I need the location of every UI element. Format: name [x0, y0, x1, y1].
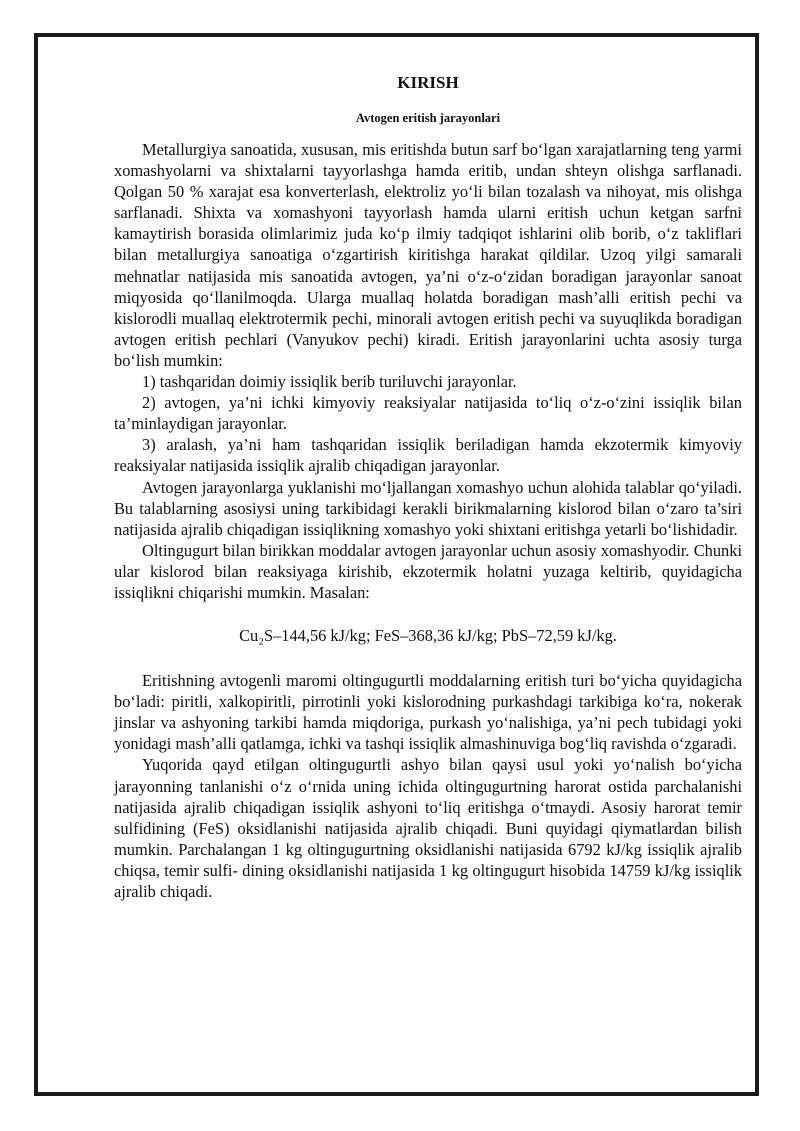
paragraph-autogenous-mode: Eritishning avtogenli maromi oltingugurtli moddalarning eritish turi bo‘yicha quyidagicha bo‘ladi: piritli, xalkopiritli, pirrotinli yoki kislorodning purkashdagi tarkibiga ko‘ra, nokerak jinslar va ashyoning tarkibi hamda miqdoriga, purkash yo‘nalishiga, ya’ni pech tubidagi yoki yonidagi mash’alli qatlamga, ichki va tashqi issiqlik almashinuviga bog‘liq ravishda o‘zgaradi. [114, 671, 742, 754]
heat-values-formula: Cu₂S–144,56 kJ/kg; FeS–368,36 kJ/kg; PbS–72,59 kJ/kg. [239, 626, 617, 646]
page-title: KIRISH [397, 73, 459, 92]
paragraph-requirements: Avtogen jarayonlarga yuklanishi mo‘ljallangan xomashyo uchun alohida talablar qo‘yiladi. Bu talablarning asosiysi uning tarkibidagi kerakli birikmalarning kislorod bilan o‘zaro ta’siri natijasida ajralib chiqadigan issiqlikning xomashyo yoki shixtani eritishga yetarli bo‘lishidadir. [114, 477, 742, 539]
list-item-1: 1) tashqaridan doimiy issiqlik berib turiluvchi jarayonlar. [142, 372, 517, 392]
paragraph-sulfur-materials: Oltingugurt bilan birikkan moddalar avtogen jarayonlar uchun asosiy xomashyodir. Chunki ular kislorod bilan reaksiyaga kirishib, ekzotermik holatni yuzaga keltirib, quyidagicha issiqlikni chiqarishi mumkin. Masalan: [114, 540, 742, 602]
document-body [114, 72, 742, 902]
paragraph-intro: Metallurgiya sanoatida, xususan, mis eritishda butun sarf bo‘lgan xarajatlarning teng yarmi xomashyolarni va shixtalarni tayyorlashga hamda eritib, undan shteyn olishga sarflanadi. Qolgan 50 % xarajat esa konverterlash, elektroliz yo‘li bilan tozalash va nihoyat, mis olishga sarflanadi. Shixta va xomashyoni tayyorlash hamda ularni eritish uchun ketgan sarfni kamaytirish borasida olimlarimiz juda ko‘p ilmiy tadqiqot ishlarini olib borib, o‘z takliflari bilan metallurgiya sanoatiga o‘zgartirish kiritishga harakat qildilar. Uzoq yilgi samarali mehnatlar natijasida mis sanoatida avtogen, ya’ni o‘z-o‘zidan boradigan jarayonlar sanoat miqyosida qo‘llanilmoqda. Ularga muallaq holatda boradigan mash’alli eritish pechi va kislorodli muallaq elektrotermik pechi, minorali avtogen eritish pechi va suyuqlikda boradigan avtogen eritish pechlari (Vanyukov pechi) kiradi. Eritish jarayonlarini uchta asosiy turga bo‘lish mumkin: [114, 140, 742, 370]
paragraph-iron-sulfide: Yuqorida qayd etilgan oltingugurtli ashyo bilan qaysi usul yoki yo‘nalish bo‘yicha jarayonning tanlanishi o‘z o‘rnida uning ichida oltingugurtning harorat ostida parchalanishi natijasida ajralib chiqadigan issiqlik ashyoni to‘liq eritishga o‘tmaydi. Asosiy harorat temir sulfidining (FeS) oksidlanishi natijasida ajralib chiqadi. Buni quyidagi qiymatlardan bilish mumkin. Parchalangan 1 kg oltingugurtning oksidlanishi natijasida 6792 kJ/kg issiqlik ajralib chiqsa, temir sulfi- dining oksidlanishi natijasida 1 kg oltingugurt hisobida 14759 kJ/kg issiqlik ajralib chiqadi. [114, 755, 742, 901]
list-item-2: 2) avtogen, ya’ni ichki kimyoviy reaksiyalar natijasida to‘liq o‘z-o‘zini issiqlik bilan ta’minlaydigan jarayonlar. [114, 393, 742, 434]
list-item-3: 3) aralash, ya’ni ham tashqaridan issiqlik beriladigan hamda ekzotermik kimyoviy reaksiyalar natijasida issiqlik ajralib chiqadigan jarayonlar. [114, 435, 742, 476]
section-subtitle: Avtogen eritish jarayonlari [355, 111, 501, 125]
